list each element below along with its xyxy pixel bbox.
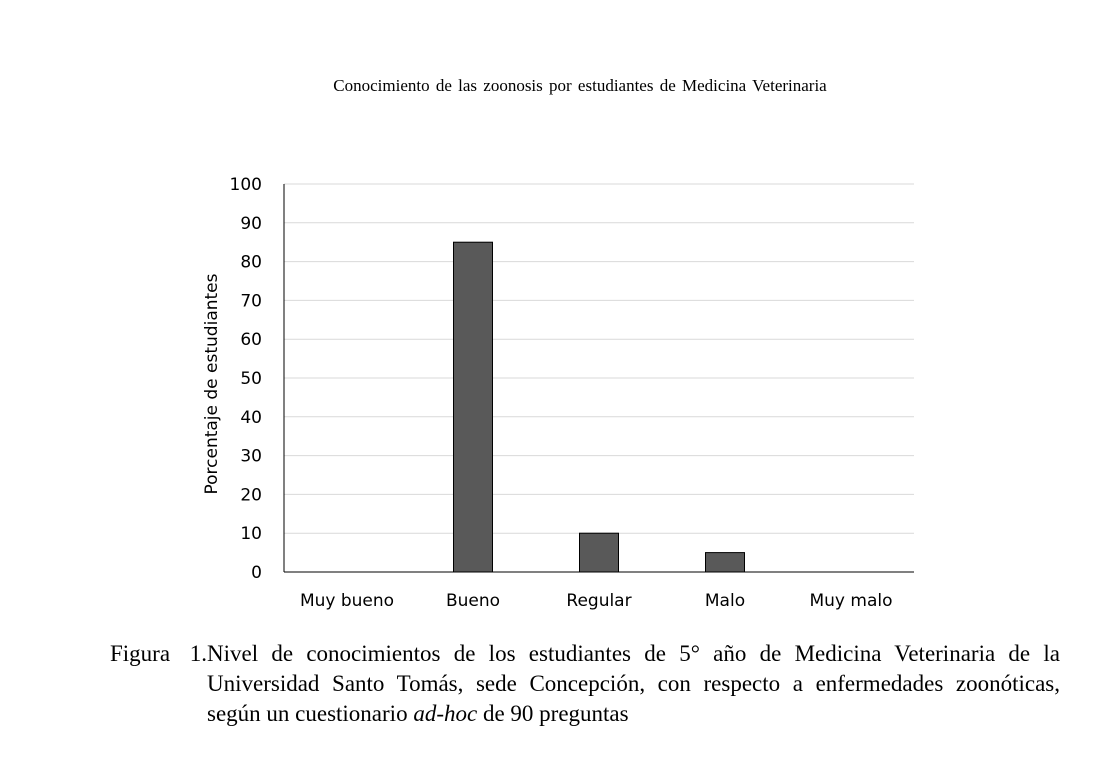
caption-line-3-after: de 90 preguntas xyxy=(477,701,629,726)
y-tick-label: 100 xyxy=(229,175,262,195)
y-tick-label: 30 xyxy=(240,446,262,467)
y-tick-label: 20 xyxy=(240,485,262,506)
caption-line-3-before: según un cuestionario xyxy=(207,701,414,726)
bar-bueno xyxy=(454,242,493,572)
y-tick-label: 50 xyxy=(240,369,262,389)
caption-line-3 xyxy=(110,699,1060,729)
y-tick-labels xyxy=(230,175,262,583)
x-tick-labels xyxy=(300,591,893,611)
caption-dash: - xyxy=(436,701,444,726)
y-tick-label: 80 xyxy=(240,252,262,273)
y-axis-title: Porcentaje de estudiantes xyxy=(202,273,222,495)
y-tick-label: 60 xyxy=(240,330,262,351)
gridlines xyxy=(284,184,914,533)
x-tick-label: Muy bueno xyxy=(299,591,395,611)
chart-title: Conocimiento de las zoonosis por estudiantes de Medicina Veterinaria xyxy=(333,76,827,95)
x-tick-label: Bueno xyxy=(445,591,501,611)
caption-ad: ad xyxy=(413,701,437,726)
x-tick-label: Regular xyxy=(566,591,632,611)
caption-hoc: hoc xyxy=(444,701,478,726)
y-tick-label: 70 xyxy=(240,291,262,312)
x-tick-label: Malo xyxy=(704,591,746,611)
y-tick-label: 90 xyxy=(240,213,262,234)
caption-line-2: Universidad Santo Tomás, sede Concepción, con respecto a enfermedades zoonóticas, xyxy=(207,671,1060,696)
bars xyxy=(454,242,745,572)
bar-regular xyxy=(580,533,619,572)
x-tick-label: Muy malo xyxy=(809,591,893,611)
bar-malo xyxy=(706,553,745,572)
caption-label: Figura 1. xyxy=(110,641,207,666)
figure-caption xyxy=(110,639,1060,729)
caption-line-1: Nivel de conocimientos de los estudiantes de 5° año de Medicina Veterinaria de la xyxy=(207,641,1060,666)
y-tick-label: 0 xyxy=(251,563,262,583)
y-tick-label: 10 xyxy=(240,524,262,545)
y-tick-label: 40 xyxy=(240,407,262,428)
